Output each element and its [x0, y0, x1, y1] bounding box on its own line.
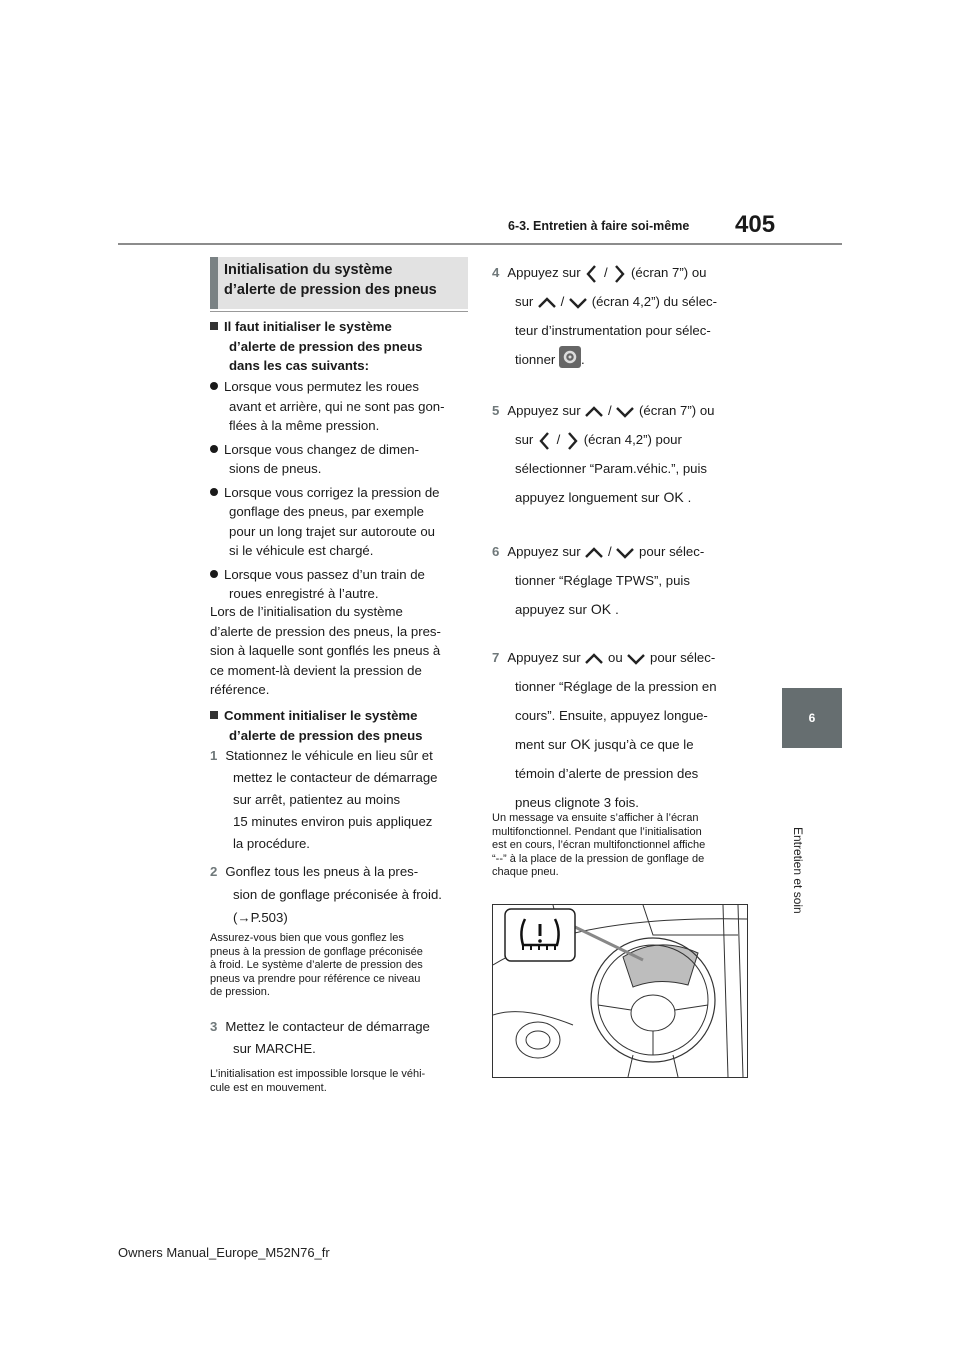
list-item: Lorsque vous permutez les roues avant et arrière, qui ne sont pas gon- flées à la même pression. — [210, 377, 470, 436]
page-number: 405 — [735, 211, 776, 238]
chevron-left-icon — [537, 431, 553, 451]
note-step-3: L’initialisation est impossible lorsque le véhi- cule est en mouvement. — [210, 1068, 426, 1094]
chapter-tab-label: Entretien et soin — [791, 827, 805, 914]
dashboard-illustration — [492, 904, 748, 1078]
bullet-icon — [210, 570, 218, 578]
bullet-icon — [210, 488, 218, 496]
header-rule — [118, 243, 842, 245]
subheading-cases: Il faut initialiser le système d’alerte de pression des pneus dans les cas suivants: — [210, 317, 470, 376]
bullet-icon — [210, 382, 218, 390]
chevron-down-icon — [615, 546, 635, 560]
subheading-how-to: Comment initialiser le système d’alerte de pression des pneus — [210, 706, 470, 745]
ok-button-icon: OK — [590, 601, 612, 617]
step-5: 5 Appuyez sur / (écran 7”) ou sur / (écran 4,2”) pour sélectionner “Param.véhic.”, puis appuyez longuement sur OK . — [492, 403, 715, 505]
footer-manual-id: Owners Manual_Europe_M52N76_fr — [118, 1245, 330, 1260]
chevron-right-icon — [611, 264, 627, 284]
step-2: 2 Gonflez tous les pneus à la pres- sion de gonflage préconisée à froid. (→P.503) — [210, 860, 472, 929]
chevron-down-icon — [615, 405, 635, 419]
chevron-left-icon — [584, 264, 600, 284]
section-title-box — [210, 257, 468, 309]
tire-pressure-warning-icon — [517, 915, 563, 955]
chevron-down-icon — [626, 652, 646, 666]
page-reference-link[interactable]: (→P.503) — [233, 910, 288, 925]
section-rule — [210, 311, 468, 312]
reference-paragraph: Lors de l’initialisation du système d’alerte de pression des pneus, la pres- sion à laquelle sont gonflés les pneus à ce moment-là devient la pression de référence. — [210, 604, 441, 697]
chevron-up-icon — [584, 546, 604, 560]
settings-gear-icon — [559, 346, 581, 368]
section-title-line2: d’alerte de pression des pneus — [224, 282, 437, 298]
header-section-title: 6-3. Entretien à faire soi-même — [508, 219, 690, 233]
ok-button-icon: OK — [663, 489, 684, 505]
chevron-up-icon — [537, 296, 557, 310]
bullet-icon — [210, 445, 218, 453]
list-item: Lorsque vous passez d’un train de roues enregistré à l’autre. — [210, 565, 470, 604]
note-step-7: Un message va ensuite s’afficher à l’écran multifonctionnel. Pendant que l’initialisation est en cours, l’écran multifonctionnel affiche “--” à la place de la pression de gonflage de chaque pneu. — [492, 812, 706, 878]
chevron-up-icon — [584, 405, 604, 419]
list-item: Lorsque vous corrigez la pression de gonflage des pneus, par exemple pour un long trajet sur autoroute ou si le véhicule est chargé. — [210, 483, 470, 561]
step-6: 6 Appuyez sur / pour sélec- tionner “Réglage TPWS”, puis appuyez sur OK . — [492, 544, 705, 617]
chevron-down-icon — [568, 296, 588, 310]
step-4: 4 Appuyez sur / (écran 7”) ou sur / (écran 4,2”) du sélec- teur d’instrumentation pour sélec- tionner . — [492, 265, 718, 367]
step-1: 1 Stationnez le véhicule en lieu sûr et mettez le contacteur de démarrage sur arrêt, patientez au moins 15 minutes environ puis appliquez la procédure. — [210, 748, 438, 851]
ok-button-icon: OK — [570, 736, 591, 752]
step-3: 3 Mettez le contacteur de démarrage sur MARCHE. — [210, 1019, 430, 1056]
chapter-tab[interactable]: 6 — [782, 688, 842, 748]
chevron-up-icon — [584, 652, 604, 666]
bullet-list — [210, 377, 470, 604]
note-step-2: Assurez-vous bien que vous gonflez les pneus à la pression de gonflage préconisée à froid. Le système d’alerte de pression des pneus va prendre pour référence ce niveau de pression. — [210, 932, 423, 998]
section-title-line1: Initialisation du système — [224, 262, 393, 278]
list-item: Lorsque vous changez de dimen- sions de pneus. — [210, 440, 470, 479]
chevron-right-icon — [564, 431, 580, 451]
square-bullet-icon — [210, 711, 218, 719]
step-7: 7 Appuyez sur ou pour sélec- tionner “Réglage de la pression en cours”. Ensuite, appuyez longue- ment sur OK jusqu’à ce que le témoin d’alerte de pression des pneus clignote 3 fois. — [492, 650, 717, 810]
square-bullet-icon — [210, 322, 218, 330]
